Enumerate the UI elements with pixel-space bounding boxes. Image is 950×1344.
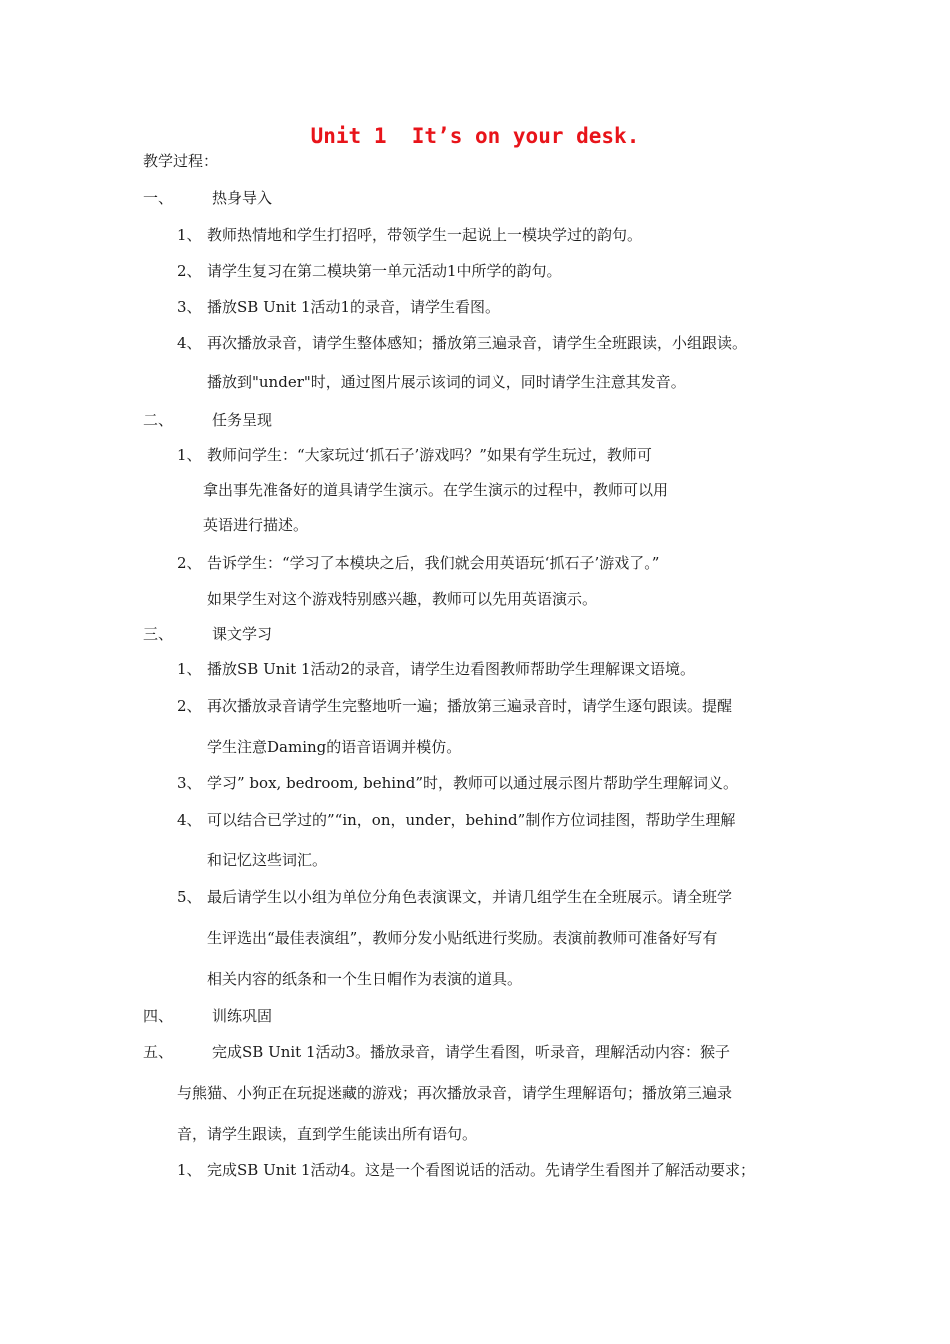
- section-number: 五、: [143, 1043, 174, 1061]
- item-number: 2、: [177, 262, 202, 280]
- item-text: 完成SB Unit 1活动4。这是一个看图说话的活动。先请学生看图并了解活动要求；: [207, 1161, 756, 1179]
- section-number: 四、: [143, 1007, 174, 1025]
- item-text: 播放SB Unit 1活动1的录音，请学生看图。: [207, 298, 501, 316]
- item-number: 3、: [177, 298, 202, 316]
- item-text: 播放SB Unit 1活动2的录音，请学生边看图教师帮助学生理解课文语境。: [207, 660, 696, 678]
- document-title: Unit 1 It’s on your desk.: [310, 124, 640, 148]
- item-number: 2、: [177, 554, 202, 572]
- section-label: 训练巩固: [212, 1007, 273, 1025]
- item-text: 生评选出“最佳表演组”，教师分发小贴纸进行奖励。表演前教师可准备好写有: [207, 929, 718, 947]
- item-number: 1、: [177, 1161, 202, 1179]
- item-number: 4、: [177, 811, 202, 829]
- section-number: 二、: [143, 411, 174, 429]
- item-number: 1、: [177, 446, 202, 464]
- item-number: 4、: [177, 334, 202, 352]
- item-number: 1、: [177, 660, 202, 678]
- item-text: 教师热情地和学生打招呼，带领学生一起说上一模块学过的韵句。: [207, 226, 643, 244]
- list-item-continuation: 英语进行描述。: [203, 516, 309, 534]
- section-label: 课文学习: [212, 625, 273, 643]
- item-number: 2、: [177, 697, 202, 715]
- item-text: 如果学生对这个游戏特别感兴趣，教师可以先用英语演示。: [207, 590, 598, 608]
- item-text: 再次播放录音请学生完整地听一遍；播放第三遍录音时，请学生逐句跟读。提醒: [207, 697, 733, 715]
- item-text: 学生注意Daming的语音语调并模仿。: [207, 738, 462, 756]
- item-number: 1、: [177, 226, 202, 244]
- item-text: 学习” box, bedroom, behind”时，教师可以通过展示图片帮助学生理解词义。: [207, 774, 739, 792]
- item-text: 教师问学生：“大家玩过‘抓石子’游戏吗？”如果有学生玩过，教师可: [207, 446, 652, 464]
- item-text: 和记忆这些词汇。: [207, 851, 328, 869]
- item-text: 可以结合已学过的”“in，on，under，behind”制作方位词挂图，帮助学生理解: [207, 811, 736, 829]
- item-text: 相关内容的纸条和一个生日帽作为表演的道具。: [207, 970, 523, 988]
- section-label: 热身导入: [212, 189, 273, 207]
- list-item-continuation: 拿出事先准备好的道具请学生演示。在学生演示的过程中，教师可以用: [203, 481, 669, 499]
- item-text: 再次播放录音，请学生整体感知；播放第三遍录音，请学生全班跟读，小组跟读。: [207, 334, 748, 352]
- item-text: 告诉学生：“学习了本模块之后，我们就会用英语玩‘抓石子’游戏了。”: [207, 554, 660, 572]
- item-number: 5、: [177, 888, 202, 906]
- section-number: 一、: [143, 189, 174, 207]
- process-heading: 教学过程：: [143, 152, 219, 170]
- section-continuation: 与熊猫、小狗正在玩捉迷藏的游戏；再次播放录音，请学生理解语句；播放第三遍录: [177, 1084, 733, 1102]
- section-number: 三、: [143, 625, 174, 643]
- section-label: 任务呈现: [212, 411, 273, 429]
- section-label: 完成SB Unit 1活动3。播放录音，请学生看图，听录音，理解活动内容：猴子: [212, 1043, 731, 1061]
- item-number: 3、: [177, 774, 202, 792]
- item-text: 播放到"under"时，通过图片展示该词的词义，同时请学生注意其发音。: [207, 373, 686, 391]
- item-text: 请学生复习在第二模块第一单元活动1中所学的韵句。: [207, 262, 562, 280]
- item-text: 最后请学生以小组为单位分角色表演课文，并请几组学生在全班展示。请全班学: [207, 888, 733, 906]
- section-continuation: 音，请学生跟读，直到学生能读出所有语句。: [177, 1125, 478, 1143]
